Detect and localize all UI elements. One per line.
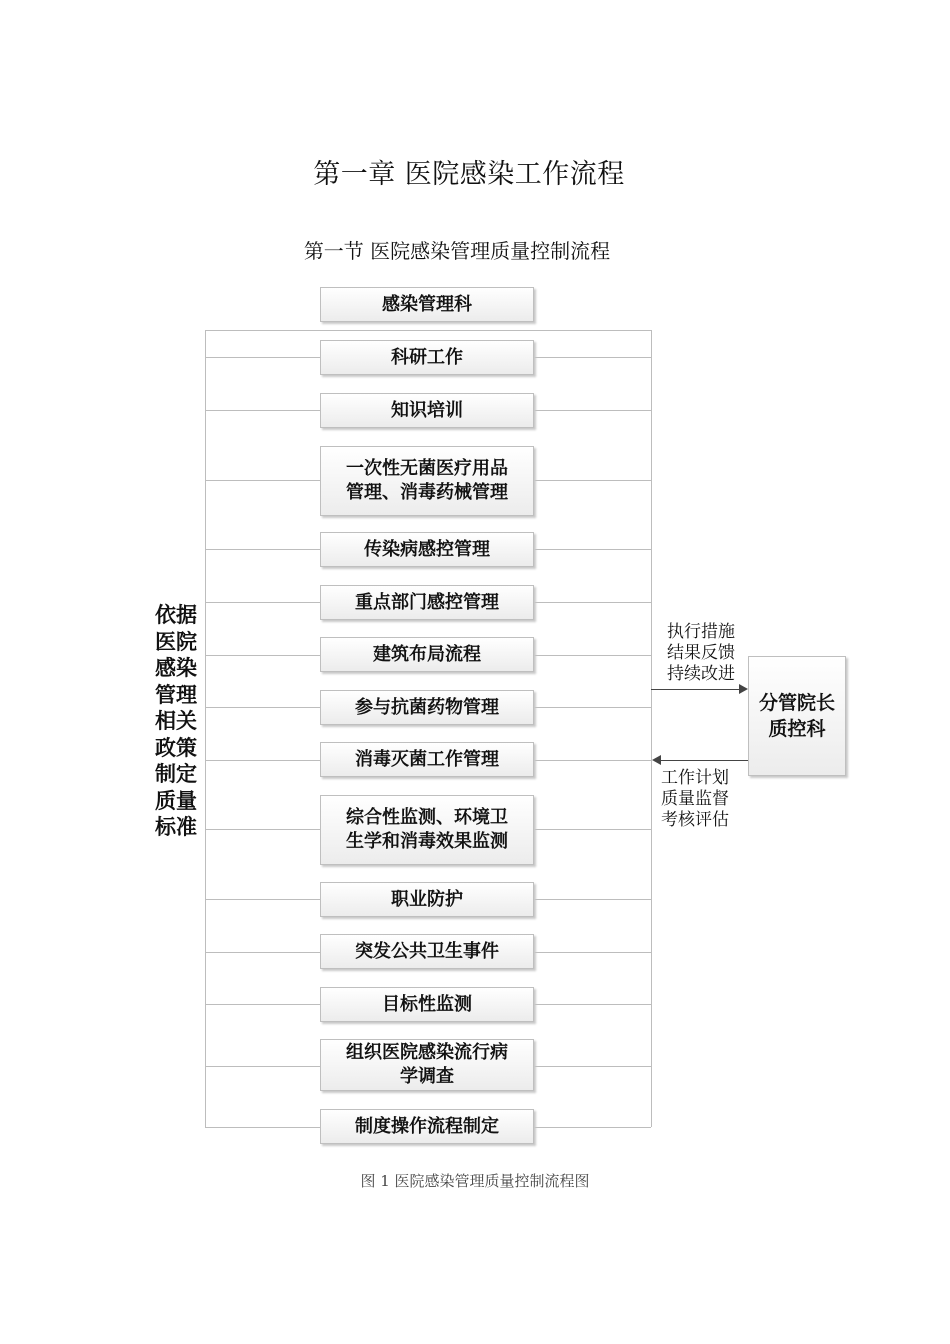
box-occupational-protection: 职业防护 [320,882,534,917]
box-key-departments: 重点部门感控管理 [320,585,534,620]
box-training: 知识培训 [320,393,534,428]
arrow-head-right [739,684,748,694]
figure-caption: 图 1 医院感染管理质量控制流程图 [360,1172,590,1190]
box-disinfection: 消毒灭菌工作管理 [320,742,534,777]
box-supervisor-qc-dept: 分管院长 质控科 [748,656,846,776]
box-infectious-disease: 传染病感控管理 [320,532,534,567]
box-public-health-emergency: 突发公共卫生事件 [320,934,534,969]
box-procedures: 制度操作流程制定 [320,1109,534,1144]
box-epidemiological-survey: 组织医院感染流行病 学调查 [320,1039,534,1091]
box-disposable-supplies: 一次性无菌医疗用品 管理、消毒药械管理 [320,446,534,516]
box-antimicrobial: 参与抗菌药物管理 [320,690,534,725]
box-monitoring: 综合性监测、环境卫 生学和消毒效果监测 [320,795,534,865]
arrow-head-left [652,755,661,765]
frame-left-line [205,330,206,1127]
chapter-title: 第一章 医院感染工作流程 [313,159,625,190]
box-research: 科研工作 [320,340,534,375]
left-label-policy-basis: 依据 医院 感染 管理 相关 政策 制定 质量 标准 [155,603,197,839]
frame-top-line [205,330,651,331]
box-targeted-monitoring: 目标性监测 [320,987,534,1022]
note-feedback: 执行措施 结果反馈 持续改进 [667,622,735,684]
arrow-to-frame [660,760,748,761]
box-building-layout: 建筑布局流程 [320,637,534,672]
frame-right-line [651,330,652,1127]
arrow-to-supervisor [651,689,741,690]
box-infection-management-dept: 感染管理科 [320,287,534,322]
note-work-plan: 工作计划 质量监督 考核评估 [661,768,729,830]
section-title: 第一节 医院感染管理质量控制流程 [303,239,611,263]
